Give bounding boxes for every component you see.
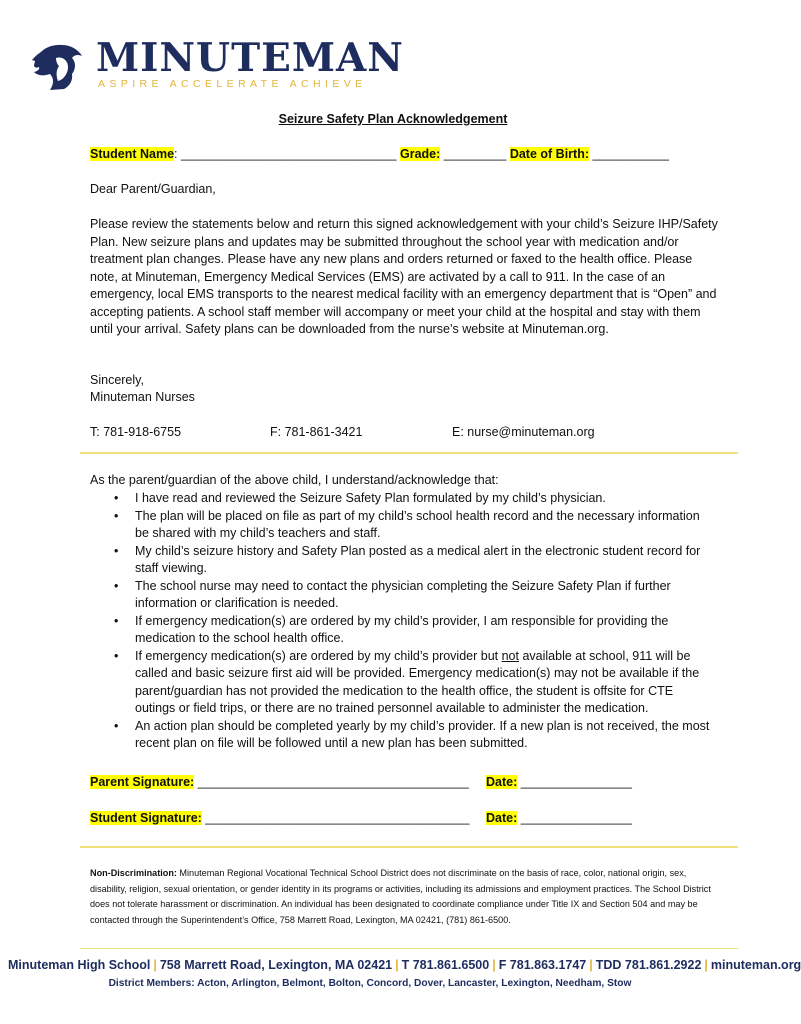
footer-school: Minuteman High School	[8, 958, 151, 972]
letter-body: Please review the statements below and return this signed acknowledgement with your child’s Seizure IHP/Safety Plan. New seizure plans and updates may be submitted throughout the school year with medication and/or treatment plan changes. Please have any new plans and orders returned or faxed to the health office. Please note, at Minuteman, Emergency Medical Services (EMS) are activated by a call to 911. In the case of an emergency, local EMS transports to the nearest medical facility with an emergency department that is “Open” and accepting patients. A school staff member will accompany or meet your child at the hospital and stay with them until your arrival. Safety plans can be downloaded from the nurse’s website at Minuteman.org.	[90, 217, 718, 336]
footer-phone: T 781.861.6500	[401, 958, 490, 972]
minuteman-logo	[26, 35, 404, 96]
student-date-label: Date:	[486, 811, 518, 825]
brand-name: MINUTEMAN	[96, 35, 404, 81]
list-item: • My child’s seizure history and Safety Plan posted as a medical alert in the electronic student record for staff viewing.	[114, 543, 701, 575]
footer-website[interactable]: minuteman.org	[710, 958, 801, 972]
footer-contact-bar: Minuteman High School | 758 Marrett Road, Lexington, MA 02421 | T 781.861.6500 | F 781.863.1747 | TDD 781.861.2922 | minuteman.org	[8, 958, 801, 972]
bullet-icon: •	[114, 491, 119, 505]
district-members: District Members: Acton, Arlington, Belmont, Bolton, Concord, Dover, Lancaster, Lexington, Needham, Stow	[108, 978, 632, 989]
student-name-label: Student Name	[90, 147, 175, 161]
contact-fax: F: 781-861-3421	[270, 425, 363, 439]
minuteman-head-icon	[26, 36, 92, 92]
brand-tagline: ASPIRE ACCELERATE ACHIEVE	[98, 78, 367, 90]
dob-field[interactable]: ___________	[589, 147, 669, 161]
section-divider	[80, 452, 738, 454]
student-name-field[interactable]: : _______________________________	[174, 147, 397, 161]
list-item: • An action plan should be completed yearly by my child’s provider. If a new plan is not received, the most recent plan on file will be followed until a new plan has been submitted.	[114, 718, 710, 750]
list-item: • If emergency medication(s) are ordered by my child’s provider, I am responsible for providing the medication to the school health office.	[114, 613, 669, 645]
emphasis-not: not	[501, 648, 519, 663]
student-date-field[interactable]: ________________	[517, 811, 632, 825]
footer-tdd: TDD 781.861.2922	[595, 958, 702, 972]
signoff: Minuteman Nurses	[90, 390, 195, 404]
bullet-icon: •	[114, 508, 119, 523]
section-divider	[80, 846, 738, 848]
parent-date-label: Date:	[486, 775, 518, 789]
non-discrimination-notice: Non-Discrimination: Minuteman Regional Vocational Technical School District does not discriminate on the basis of race, color, national origin, sex, disability, religion, sexual orientation, or gender identity in its programs or activities, including its admissions and employment practices. The School District does not tolerate harassment or discrimination. An individual has been designated to coordinate compliance under Title IX and Section 504 and may be contacted through the Superintendent’s Office, 758 Marrett Road, Lexington, MA 02421, (781) 861-6500.	[90, 868, 711, 925]
parent-signature-line	[90, 774, 469, 792]
contact-email[interactable]: E: nurse@minuteman.org	[452, 425, 595, 439]
footer-divider	[80, 948, 738, 949]
greeting: Dear Parent/Guardian,	[90, 182, 216, 196]
bullet-icon: •	[114, 718, 119, 733]
parent-date-field[interactable]: ________________	[517, 775, 632, 789]
footer-address: 758 Marrett Road, Lexington, MA 02421	[159, 958, 393, 972]
bullet-icon: •	[114, 648, 119, 663]
footer-fax: F 781.863.1747	[498, 958, 587, 972]
student-signature-line	[90, 810, 469, 828]
document-title: Seizure Safety Plan Acknowledgement	[278, 112, 508, 126]
list-item: • The school nurse may need to contact the physician completing the Seizure Safety Plan if further information or clarification is needed.	[114, 578, 671, 610]
acknowledgement-intro: As the parent/guardian of the above child, I understand/acknowledge that:	[90, 473, 499, 487]
student-signature-field[interactable]: ______________________________________	[201, 811, 470, 825]
list-item: • I have read and reviewed the Seizure Safety Plan formulated by my child’s physician.	[90, 490, 710, 508]
acknowledgement-list	[90, 490, 710, 753]
bullet-icon: •	[114, 613, 119, 628]
parent-signature-field[interactable]: _______________________________________	[194, 775, 469, 789]
list-item: • The plan will be placed on file as part of my child’s school health record and the necessary information be shared with my child’s teachers and staff.	[114, 508, 700, 540]
bullet-icon: •	[114, 578, 119, 593]
closing: Sincerely,	[90, 373, 144, 387]
grade-label: Grade:	[400, 147, 441, 161]
student-signature-label: Student Signature:	[90, 811, 202, 825]
student-info-line	[90, 146, 669, 164]
bullet-icon: •	[114, 543, 119, 558]
dob-label: Date of Birth:	[509, 147, 589, 161]
grade-field[interactable]: _________	[440, 147, 507, 161]
contact-phone: T: 781-918-6755	[90, 425, 182, 439]
parent-signature-label: Parent Signature:	[90, 775, 195, 789]
non-discrimination-label: Non-Discrimination:	[90, 868, 177, 878]
parent-date-line	[486, 774, 632, 792]
list-item: • If emergency medication(s) are ordered by my child’s provider but not available at school, 911 will be called and basic seizure first aid will be provided. Emergency medication(s) may not be available if the parent/guardian has not provided the medication to the health office, the student is offsite for CTE outings or field trips, or there are no trained personnel available to administer the medication.	[114, 648, 700, 715]
student-date-line	[486, 810, 632, 828]
